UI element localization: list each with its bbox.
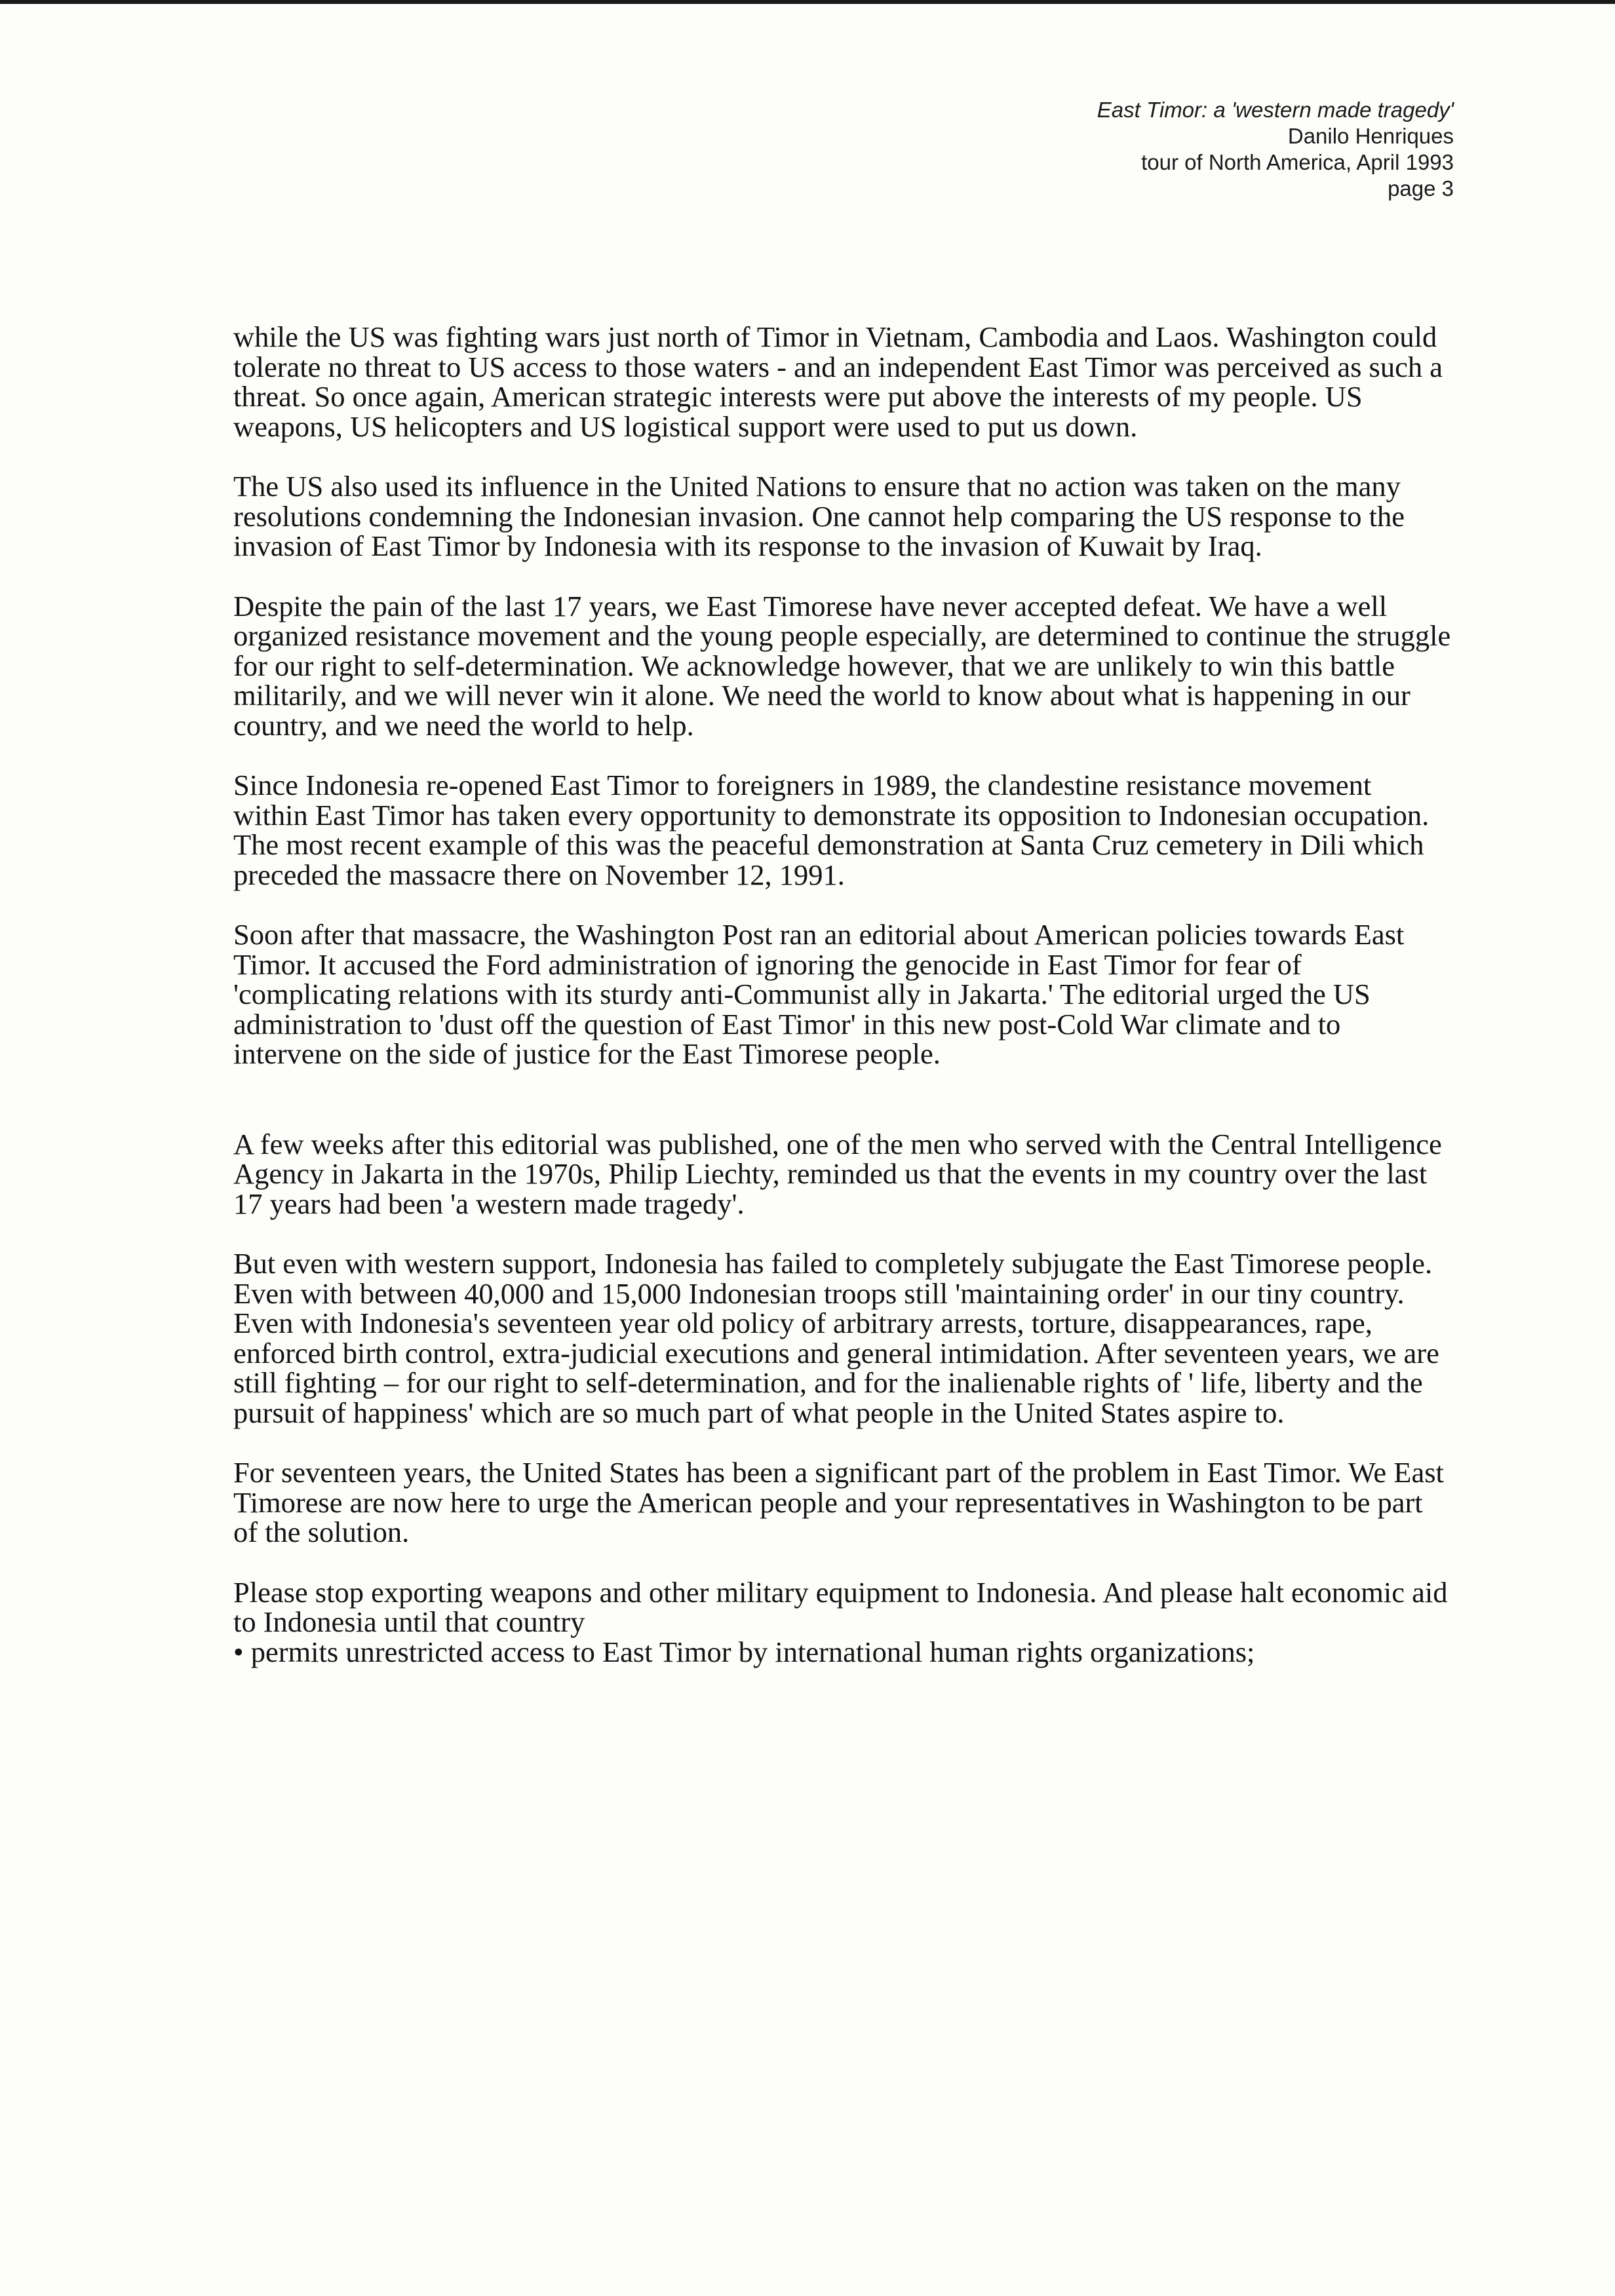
letter-body: [233, 322, 1452, 1697]
page-header: [1097, 97, 1454, 202]
paragraph-2: The US also used its influence in the United Nations to ensure that no action was taken on the many resolutions condemning the Indonesian invasion. One cannot help comparing the US response to the invasion of East Timor by Indonesia with its response to the invasion of Kuwait by Iraq.: [233, 470, 1405, 562]
closing-paragraph: [233, 1575, 1452, 1668]
paragraph-7: But even with western support, Indonesia has failed to completely subjugate the East Timorese people. Even with between 40,000 and 15,000 Indonesian troops still 'maintaining order' in our tiny country. Even with Indonesia's seventeen year old policy of arbitrary arrests, torture, disappearances, rape, enforced birth control, extra-judicial executions and general intimidation. After seventeen years, we are still fighting – for our right to self-determination, and for the inalienable rights of ' life, liberty and the pursuit of happiness' which are so much part of what people in the United States aspire to.: [233, 1247, 1439, 1429]
paragraph-6: A few weeks after this editorial was published, one of the men who served with the Central Intelligence Agency in Jakarta in the 1970s, Philip Liechty, reminded us that the events in my country over the last 17 years had been 'a western made tragedy'.: [233, 1127, 1442, 1220]
closing-text: Please stop exporting weapons and other military equipment to Indonesia. And please halt economic aid to Indonesia until that country: [233, 1575, 1448, 1638]
paragraph-5: Soon after that massacre, the Washington Post ran an editorial about American policies towards East Timor. It accused the Ford administration of ignoring the genocide in East Timor for fear of 'complicating relations with its sturdy anti-Communist ally in Jakarta.' The editorial urged the US administration to 'dust off the question of East Timor' in this new post-Cold War climate and to intervene on the side of justice for the East Timorese people.: [233, 918, 1405, 1070]
header-event: tour of North America, April 1993: [1141, 150, 1454, 174]
header-page-number: page 3: [1388, 176, 1454, 201]
paragraph-1: while the US was fighting wars just north of Timor in Vietnam, Cambodia and Laos. Washington could tolerate no threat to US access to those waters - and an independent East Timor was perceived as such a threat. So once again, American strategic interests were put above the interests of my people. US weapons, US helicopters and US logistical support were used to put us down.: [233, 320, 1443, 443]
paragraph-4: Since Indonesia re-opened East Timor to foreigners in 1989, the clandestine resistance movement within East Timor has taken every opportunity to demonstrate its opposition to Indonesian occupation. The most recent example of this was the peaceful demonstration at Santa Cruz cemetery in Dili which preceded the massacre there on November 12, 1991.: [233, 769, 1430, 891]
closing-bullet-item: • permits unrestricted access to East Timor by international human rights organizations;: [233, 1635, 1255, 1668]
header-author: Danilo Henriques: [1287, 124, 1454, 148]
page-top-edge: [0, 0, 1615, 4]
paragraph-8: For seventeen years, the United States has been a significant part of the problem in East Timor. We East Timorese are now here to urge the American people and your representatives in Washington to be part of the solution.: [233, 1456, 1444, 1548]
paragraph-3: Despite the pain of the last 17 years, we East Timorese have never accepted defeat. We have a well organized resistance movement and the young people especially, are determined to continue the struggle for our right to self-determination. We acknowledge however, that we are unlikely to win this battle militarily, and we will never win it alone. We need the world to know about what is happening in our country, and we need the world to help.: [233, 589, 1451, 742]
header-title: East Timor: a 'western made tragedy': [1097, 98, 1454, 122]
